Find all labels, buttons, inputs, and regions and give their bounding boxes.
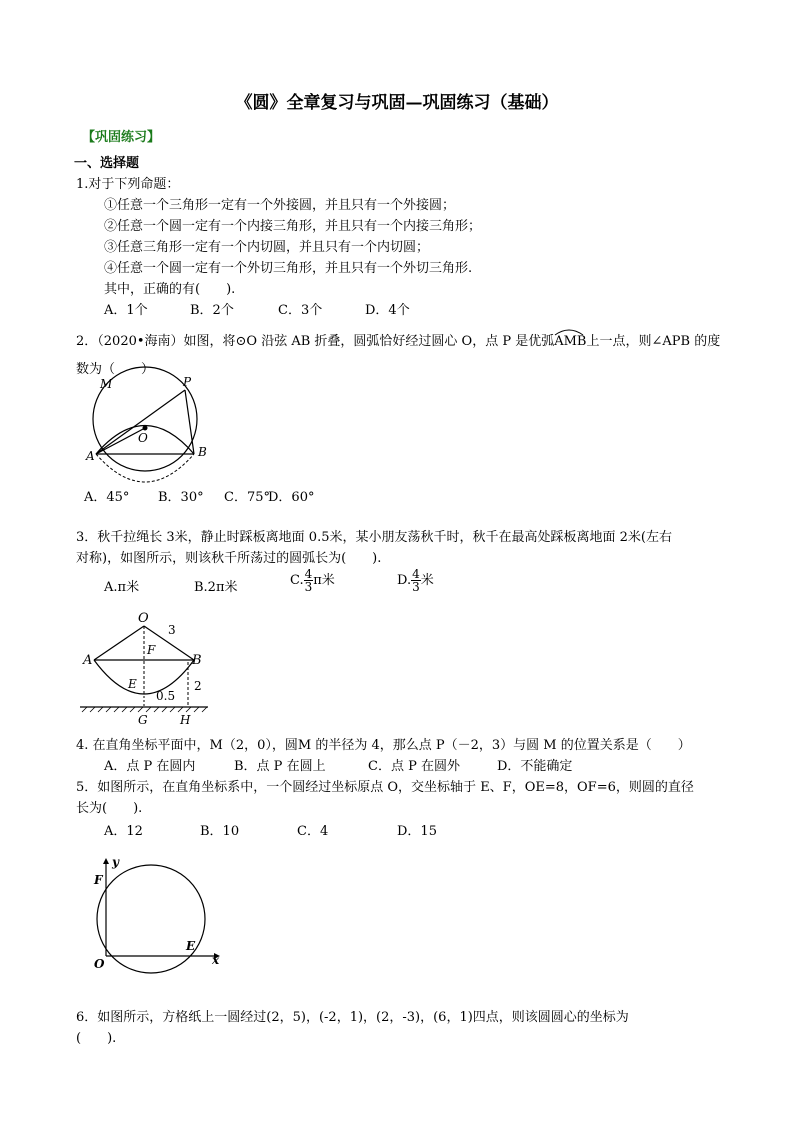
q3-stem-a: 3．秋千拉绳长 3米，静止时踩板离地面 0.5米，某小朋友荡秋千时，秋千在最高处踩板离地面 2米(左右	[76, 530, 672, 545]
q2-label-a: A	[86, 449, 95, 463]
q5-option-a: A．12	[104, 824, 143, 839]
q3-label-3: 3	[168, 623, 176, 637]
part-heading: 一、选择题	[74, 156, 140, 171]
q3-stem-b: 对称)，如图所示，则该秋千所荡过的圆弧长为( ).	[76, 551, 382, 566]
q2-option-c: C．75°	[224, 490, 270, 505]
q4-option-d: D．不能确定	[497, 759, 573, 774]
q5-y-arrow-icon	[103, 858, 109, 864]
q5-label-x: x	[212, 953, 220, 967]
q4-stem: 4. 在直角坐标平面中，M（2，0），圆M 的半径为 4，那么点 P（－2，3）与圆 M 的位置关系是（ ）	[76, 738, 691, 753]
q2-option-a: A．45°	[84, 490, 130, 505]
q2-figure	[84, 372, 214, 472]
q3-rope-left	[94, 626, 144, 660]
q3-option-c: C. $\frac{4}{3}$ π米	[290, 567, 335, 594]
q5-label-o: O	[94, 957, 105, 971]
q3-ground-hatch	[82, 707, 207, 712]
q6-stem-a: 6．如图所示，方格纸上一圆经过(2，5)，(-2，1)，(2，-3)，(6，1)四点，则该圆圆心的坐标为	[76, 1010, 629, 1025]
q1-item: ①任意一个三角形一定有一个外接圆，并且只有一个外接圆；	[104, 198, 456, 213]
q3-label-o: O	[138, 611, 149, 626]
q1-question: 其中，正确的有( ).	[104, 282, 236, 297]
q3-label-b: B	[192, 653, 202, 668]
q6-stem-b: ( ).	[76, 1031, 117, 1046]
q1-option-b: B．2个	[190, 303, 234, 318]
q5-option-b: B．10	[200, 824, 240, 839]
q3-option-a: A.π米	[104, 580, 140, 595]
q2-center-dot	[143, 426, 148, 431]
q5-option-d: D．15	[397, 824, 437, 839]
q1-item: ④任意一个圆一定有一个外切三角形，并且只有一个外切三角形.	[104, 261, 473, 276]
q2-arc-label: AMB	[554, 334, 586, 349]
q1-item: ③任意三角形一定有一个内切圆，并且只有一个内切圆；	[104, 240, 430, 255]
q5-circle	[97, 865, 205, 973]
q2-option-b: B．30°	[158, 490, 204, 505]
q3-label-g: G	[138, 713, 148, 727]
q1-option-d: D．4个	[365, 303, 410, 318]
q3-label-e: E	[128, 677, 137, 691]
q2-stem-a: 2．（2020•海南）如图，将⊙O 沿弦 AB 折叠，圆弧恰好经过圆心 O，点 P 是优弧	[76, 334, 555, 349]
q1-stem: 1.对于下列命题：	[76, 177, 180, 192]
q2-label-b: B	[198, 445, 207, 459]
q5-stem-b: 长为( ).	[76, 801, 143, 816]
q5-label-f: F	[94, 873, 103, 887]
q2-option-d: D．60°	[268, 490, 315, 505]
q2-stem	[76, 330, 720, 349]
q4-option-c: C．点 P 在圆外	[368, 759, 460, 774]
q5-figure	[90, 856, 225, 976]
q3-label-05: 0.5	[156, 689, 176, 703]
q1-option-c: C．3个	[278, 303, 323, 318]
q2-stem-b: 上一点，则∠APB 的度	[586, 334, 721, 349]
q4-option-b: B．点 P 在圆上	[234, 759, 326, 774]
q3-label-h: H	[180, 713, 191, 727]
q5-label-y: y	[112, 855, 119, 869]
q3-option-b: B.2π米	[194, 580, 238, 595]
q1-item: ②任意一个圆一定有一个内接三角形，并且只有一个内接三角形；	[104, 219, 482, 234]
q4-option-a: A．点 P 在圆内	[104, 759, 196, 774]
section-label: 【巩固练习】	[82, 130, 161, 145]
q2-label-m: M	[100, 377, 113, 391]
q5-option-c: C．4	[297, 824, 329, 839]
q3-label-a: A	[83, 653, 93, 668]
q3-figure	[80, 608, 220, 728]
q2-label-o: O	[138, 431, 148, 445]
page-title: 《圆》全章复习与巩固—巩固练习（基础）	[235, 93, 559, 113]
q2-stem-c: 数为（ ）	[76, 362, 155, 377]
q5-label-e: E	[186, 939, 196, 953]
q5-stem-a: 5．如图所示，在直角坐标系中，一个圆经过坐标原点 O，交坐标轴于 E、F，OE=8，OF=6，则圆的直径	[76, 780, 694, 795]
arc-symbol-icon	[554, 328, 584, 336]
q2-label-p: P	[183, 375, 192, 389]
q3-option-d: D. $\frac{4}{3}$ 米	[397, 567, 434, 594]
q3-label-2: 2	[194, 679, 202, 693]
q1-option-a: A．1个	[104, 303, 148, 318]
q3-label-f: F	[147, 643, 156, 657]
